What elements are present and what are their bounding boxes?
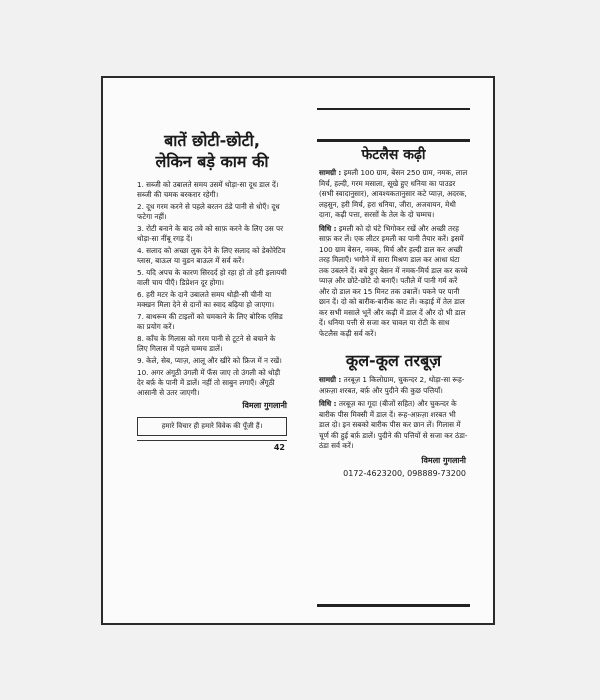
recipe-title-kadhi: फेटलैस कढ़ी <box>361 147 426 163</box>
quote-box: हमारे विचार ही हमारे विवेक की पूँजी हैं। <box>137 417 287 436</box>
recipe-author: विमला गुगलानी <box>421 455 466 465</box>
ingredients-label: सामग्री : <box>319 375 342 384</box>
watermelon-ingredients <box>319 375 468 396</box>
method-label: विधि : <box>319 399 337 408</box>
tip-item: 2. दूध गरम करने से पहले बरतन ठंडे पानी से धोएँ। दूध फटेगा नहीं। <box>137 202 280 221</box>
top-divider <box>317 108 470 110</box>
method-label: विधि : <box>319 223 337 233</box>
tips-column <box>137 130 287 453</box>
newspaper-page <box>101 76 495 625</box>
tip-item: 8. काँच के गिलास को गरम पानी से टूटने से बचाने के लिए गिलास में पहले चम्मच डालें। <box>137 334 276 353</box>
method-text: तरबूज़ का गूदा (बीजों सहित) और चुकन्दर के बारीक पीस मिक्सी में डाल दें। रूह-अफ़ज़ा शरबत भी डाल दो। इन सबको बारीक पीस कर छान लें। गिलास में चूर्ण की हुई बर्फ़ डालें। पुदीने की पत्तियों से सजा कर ठंडा-ठंडा सर्व करें। <box>319 399 468 450</box>
tip-item: 5. यदि अपच के कारण सिरदर्द हो रहा हो तो हरी इलायची वाली चाय पीएँ। डिप्रेशन दूर होगा। <box>137 268 287 287</box>
method-text: इमली को दो घंटे भिगोकर रखें और अच्छी तरह साफ़ कर लें। एक लीटर इमली का पानी तैयार करें। इसमें 100 ग्राम बेसन, नमक, मिर्च और हल्दी डाल कर अच्छी तरह मिलाएँ। भगौने में सारा मिश्रण डाल कर आधा घंटा तक उबलने दें। बचे हुए बेसन में नमक-मिर्च डाल कर कच्चे प्याज़ और छोटे-छोटे दो बनाएँ। पतीले में पानी गर्म करें और दो डाल कर 15 मिनट तक उबालें। पकने पर पानी छान दें। दो को बारीक-बारीक काट लें। कड़ाई में तेल डाल कर सभी मसाले भूनें और कढ़ी में डाल दें और दो भी डाल दें। धनिया पत्ती से सजा कर चावल या रोटी के साथ फेटलैस कढ़ी सर्व करें। <box>319 223 468 338</box>
ingredients-label: सामग्री : <box>319 168 342 177</box>
recipe-title-watermelon: कूल-कूल तरबूज़ <box>345 351 442 370</box>
recipe-column <box>317 139 470 607</box>
tip-item: 3. रोटी बनाने के बाद तवे को साफ़ करने के लिए उस पर थोड़ा-सा नींबू रगड़ दें। <box>137 224 284 243</box>
tips-title <box>137 130 287 172</box>
tips-author: विमला गुगलानी <box>242 401 287 410</box>
tip-item: 4. सलाद को अच्छा लुक देने के लिए सलाद को डेकोरेटिव ग्लास, बाऊल या वुडन बाऊल में सर्व करें। <box>137 246 286 265</box>
tip-item: 7. बाथरूम की टाइलों को चमकाने के लिए बोरिक एसिड का प्रयोग करें। <box>137 312 283 331</box>
page-footer <box>137 440 287 453</box>
contact-phone: 0172-4623200, 098889-73200 <box>343 468 466 478</box>
tip-item: 9. केले, सेब, प्याज़, आलू और खीरे को फ्रिज में न रखें। <box>137 356 282 365</box>
tip-item: 1. सब्जी को उबालते समय उसमें थोड़ा-सा दूध डाल दें। सब्जी की चमक बरकरार रहेगी। <box>137 180 279 199</box>
tips-title-line-1: बातें छोटी-छोटी, <box>164 131 260 150</box>
kadhi-method <box>319 224 468 340</box>
tips-title-line-2: लेकिन बड़े काम की <box>155 152 269 171</box>
watermelon-method <box>319 399 468 452</box>
tip-item: 10. अगर अंगूठी उंगली में फँस जाए तो उंगली को थोड़ी देर बर्फ़ के पानी में डालें। नहीं तो साबुन लगाएँ। अँगूठी आसानी से उतर जाएगी। <box>137 368 281 397</box>
tips-list <box>137 180 287 398</box>
kadhi-ingredients <box>319 168 468 221</box>
page-number: 42 <box>273 443 285 452</box>
tip-item: 6. हरी मटर के दाने उबालते समय थोड़ी-सी चीनी या मक्खन मिला देने से दानों का स्वाद बढ़िया हो जाएगा। <box>137 290 275 309</box>
ingredients-text: इमली 100 ग्राम, बेसन 250 ग्राम, नमक, लाल मिर्च, हल्दी, गरम मसाला, सूखे हुए धनिया का पाउडर (सभी स्वादानुसार), आवश्यकतानुसार कटे प्याज़, अदरक, लहसुन, हरी मिर्च, हरा धनिया, जीरा, अजवायन, मेथी दाना, कढ़ी पत्ता, सरसों के तेल के दो चम्मच। <box>319 168 468 219</box>
ingredients-text: तरबूज़ 1 किलोग्राम, चुकन्दर 2, थोड़ा-सा रूह-अफ़ज़ा शरबत, बर्फ़ और पुदीने की कुछ पत्तियाँ। <box>319 375 465 395</box>
